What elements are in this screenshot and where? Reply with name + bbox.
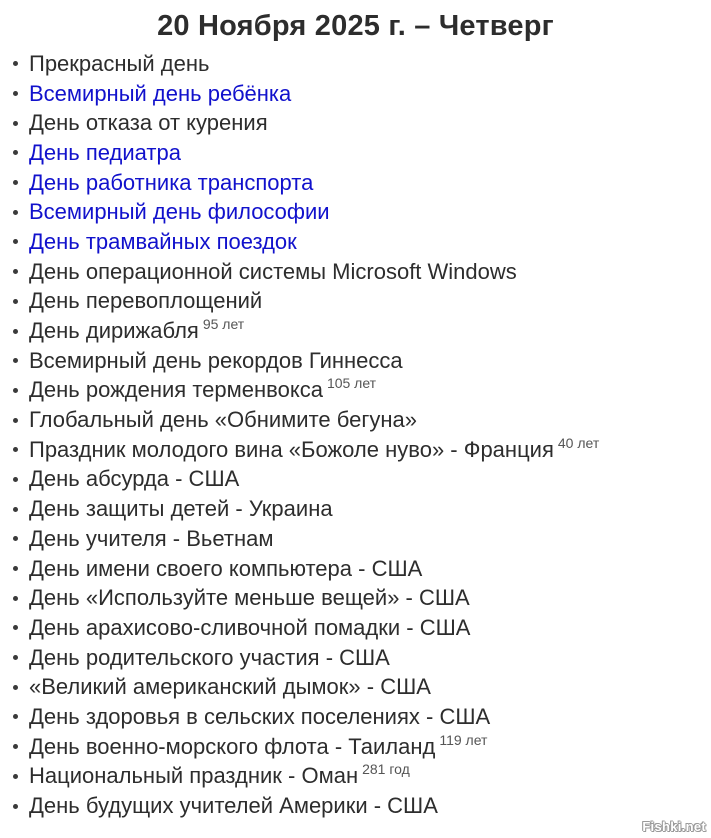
list-item [10, 227, 711, 257]
holiday-label: День имени своего компьютера - США [29, 555, 423, 581]
bullet-dot-icon [13, 150, 18, 155]
holiday-link[interactable]: День педиатра [29, 139, 181, 165]
bullet-dot-icon [13, 299, 18, 304]
holiday-link[interactable]: День работника транспорта [29, 169, 314, 195]
list-item [10, 108, 711, 138]
list-item [10, 524, 711, 554]
bullet-dot-icon [13, 774, 18, 779]
list-item [10, 643, 711, 673]
holiday-link[interactable]: Всемирный день философии [29, 199, 330, 225]
holiday-label: День отказа от курения [29, 110, 268, 136]
holiday-label: Прекрасный день [29, 50, 210, 76]
anniversary-note: 95 лет [202, 316, 245, 333]
bullet-dot-icon [13, 210, 18, 215]
page-title: 20 Ноября 2025 г. – Четверг [157, 10, 554, 42]
bullet-dot-icon [13, 625, 18, 630]
holiday-label: День абсурда - США [29, 466, 240, 492]
holiday-label: День операционной системы Microsoft Windows [29, 258, 517, 284]
list-item [10, 672, 711, 702]
holiday-label: Всемирный день рекордов Гиннесса [29, 347, 403, 373]
bullet-dot-icon [13, 655, 18, 660]
bullet-dot-icon [13, 447, 18, 452]
bullet-dot-icon [13, 269, 18, 274]
anniversary-note: 119 лет [439, 731, 488, 748]
holiday-label: День учителя - Вьетнам [29, 525, 274, 551]
bullet-dot-icon [13, 596, 18, 601]
list-item [10, 376, 711, 406]
list-item [10, 613, 711, 643]
watermark: Fishki.net [642, 819, 706, 834]
bullet-dot-icon [13, 358, 18, 363]
bullet-dot-icon [13, 180, 18, 185]
bullet-dot-icon [13, 477, 18, 482]
bullet-dot-icon [13, 61, 18, 66]
holiday-label: День будущих учителей Америки - США [29, 793, 438, 819]
list-item [10, 346, 711, 376]
bullet-dot-icon [13, 714, 18, 719]
holiday-list [0, 49, 711, 821]
holiday-link[interactable]: День трамвайных поездок [29, 228, 297, 254]
holiday-label: День перевоплощений [29, 288, 263, 314]
list-item [10, 168, 711, 198]
holiday-label: День «Используйте меньше вещей» - США [29, 585, 470, 611]
holiday-label: Национальный праздник - Оман [29, 763, 359, 789]
holiday-label: День защиты детей - Украина [29, 496, 333, 522]
bullet-dot-icon [13, 239, 18, 244]
bullet-dot-icon [13, 566, 18, 571]
list-item [10, 583, 711, 613]
bullet-dot-icon [13, 91, 18, 96]
list-item [10, 197, 711, 227]
holiday-label: День здоровья в сельских поселениях - США [29, 703, 491, 729]
holiday-label: Праздник молодого вина «Божоле нуво» - Франция [29, 436, 554, 462]
list-item [10, 554, 711, 584]
bullet-dot-icon [13, 388, 18, 393]
anniversary-note: 40 лет [557, 434, 600, 451]
list-item [10, 494, 711, 524]
list-item [10, 405, 711, 435]
list-item [10, 49, 711, 79]
list-item [10, 287, 711, 317]
list-item [10, 79, 711, 109]
bullet-dot-icon [13, 121, 18, 126]
list-item [10, 316, 711, 346]
holiday-label: День родительского участия - США [29, 644, 390, 670]
bullet-dot-icon [13, 804, 18, 809]
holiday-label: День арахисово-сливочной помадки - США [29, 614, 471, 640]
bullet-dot-icon [13, 329, 18, 334]
list-item [10, 465, 711, 495]
holiday-label: День военно-морского флота - Таиланд [29, 733, 436, 759]
bullet-dot-icon [13, 536, 18, 541]
list-item [10, 791, 711, 821]
list-item [10, 257, 711, 287]
list-item [10, 702, 711, 732]
holiday-link[interactable]: Всемирный день ребёнка [29, 80, 292, 106]
list-item [10, 732, 711, 762]
bullet-dot-icon [13, 685, 18, 690]
bullet-dot-icon [13, 744, 18, 749]
list-item [10, 138, 711, 168]
list-item [10, 435, 711, 465]
anniversary-note: 281 год [362, 761, 410, 778]
holiday-label: «Великий американский дымок» - США [29, 674, 431, 700]
bullet-dot-icon [13, 507, 18, 512]
bullet-dot-icon [13, 418, 18, 423]
anniversary-note: 105 лет [326, 375, 377, 392]
holiday-label: Глобальный день «Обнимите бегуна» [29, 407, 417, 433]
holiday-label: День дирижабля [29, 318, 199, 344]
holiday-label: День рождения терменвокса [29, 377, 323, 403]
list-item [10, 762, 711, 792]
